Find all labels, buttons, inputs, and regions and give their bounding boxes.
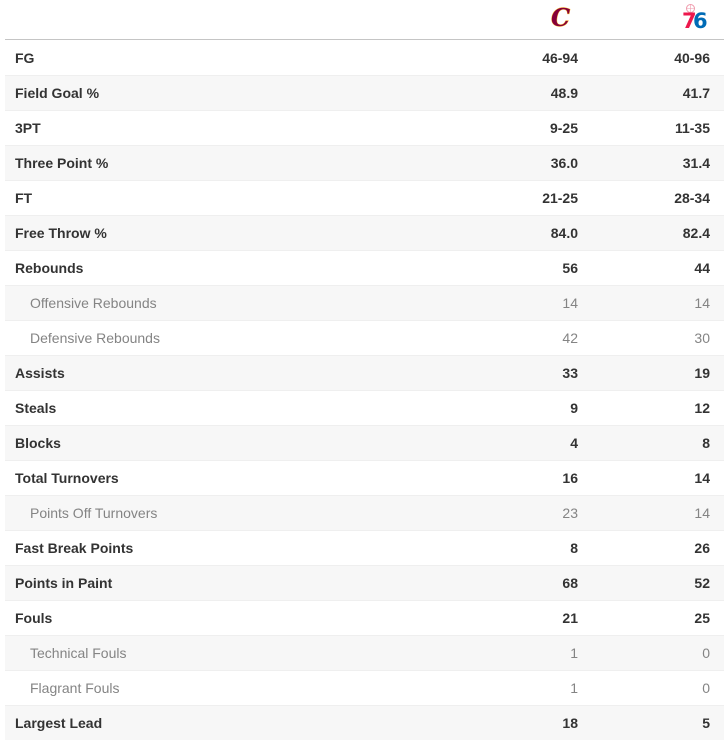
header-cell-76ers: [578, 3, 710, 36]
team-stats-table: [5, 0, 724, 740]
svg-text:7: 7: [682, 9, 697, 31]
stat-value-76ers: 44: [694, 260, 710, 276]
stat-value-76ers: 30: [694, 330, 710, 346]
stat-value-76ers: 0: [702, 680, 710, 696]
stat-value-76ers: 26: [694, 540, 710, 556]
stat-label: Fast Break Points: [15, 540, 134, 556]
stat-row: [5, 320, 724, 355]
stat-value-cavaliers: 8: [570, 540, 578, 556]
stat-label: Fouls: [15, 610, 53, 626]
stat-row: [5, 145, 724, 180]
stat-row: [5, 530, 724, 565]
stat-row: [5, 635, 724, 670]
stat-value-cavaliers: 68: [562, 575, 578, 591]
stat-row: [5, 40, 724, 75]
stat-value-76ers: 5: [702, 715, 710, 731]
stat-value-76ers: 0: [702, 645, 710, 661]
stat-value-cavaliers: 33: [562, 365, 578, 381]
stat-label: Defensive Rebounds: [30, 330, 160, 346]
stat-row: [5, 495, 724, 530]
stat-row: [5, 460, 724, 495]
cavaliers-logo-icon[interactable]: [549, 4, 573, 35]
stat-row: [5, 75, 724, 110]
stat-label: Field Goal %: [15, 85, 100, 101]
stat-value-cavaliers: 4: [570, 435, 578, 451]
stat-row: [5, 180, 724, 215]
stat-label: Three Point %: [15, 155, 109, 171]
stat-value-76ers: 52: [694, 575, 710, 591]
header-cell-cavaliers: [498, 4, 578, 35]
stat-row: [5, 250, 724, 285]
stat-row: [5, 565, 724, 600]
stat-label: Flagrant Fouls: [30, 680, 120, 696]
stat-value-cavaliers: 56: [562, 260, 578, 276]
stat-label: FT: [15, 190, 33, 206]
stat-value-cavaliers: 9-25: [549, 120, 578, 136]
stat-value-cavaliers: 9: [570, 400, 578, 416]
stat-value-cavaliers: 42: [562, 330, 578, 346]
stat-value-76ers: 14: [694, 295, 710, 311]
stat-label: Blocks: [15, 435, 61, 451]
stat-value-cavaliers: 1: [570, 680, 578, 696]
stat-value-76ers: 11-35: [674, 120, 710, 136]
stat-label: Offensive Rebounds: [30, 295, 157, 311]
stat-value-cavaliers: 14: [562, 295, 578, 311]
stat-value-cavaliers: 16: [562, 470, 578, 486]
stat-value-cavaliers: 21: [562, 610, 578, 626]
stat-row: [5, 670, 724, 705]
stat-label: Free Throw %: [15, 225, 107, 241]
stat-row: [5, 425, 724, 460]
stat-value-cavaliers: 36.0: [550, 155, 578, 171]
stat-value-cavaliers: 84.0: [550, 225, 578, 241]
stat-label: Points Off Turnovers: [30, 505, 158, 521]
stat-label: Steals: [15, 400, 57, 416]
stat-value-76ers: 19: [694, 365, 710, 381]
stat-row: [5, 705, 724, 740]
stat-value-76ers: 14: [694, 505, 710, 521]
stat-value-76ers: 82.4: [682, 225, 710, 241]
stats-table-body: [5, 40, 724, 740]
svg-text:C: C: [551, 4, 571, 30]
stat-label: Points in Paint: [15, 575, 113, 591]
stat-label: Assists: [15, 365, 65, 381]
stat-value-76ers: 41.7: [682, 85, 710, 101]
stat-value-76ers: 25: [694, 610, 710, 626]
stat-row: [5, 355, 724, 390]
stat-label: Technical Fouls: [30, 645, 127, 661]
stat-label: Largest Lead: [15, 715, 103, 731]
stat-label: 3PT: [15, 120, 41, 136]
stat-row: [5, 390, 724, 425]
stat-value-cavaliers: 1: [570, 645, 578, 661]
stat-value-76ers: 8: [702, 435, 710, 451]
stat-row: [5, 600, 724, 635]
stat-label: FG: [15, 49, 35, 66]
stat-value-cavaliers: 48.9: [550, 85, 578, 101]
stat-value-cavaliers: 46-94: [542, 49, 578, 66]
stat-row: [5, 285, 724, 320]
stat-value-cavaliers: 21-25: [542, 190, 578, 206]
stat-row: [5, 110, 724, 145]
svg-text:6: 6: [693, 9, 707, 31]
stat-value-cavaliers: 23: [562, 505, 578, 521]
stat-value-76ers: 12: [694, 400, 710, 416]
stat-value-76ers: 14: [694, 470, 710, 486]
stat-label: Total Turnovers: [15, 470, 119, 486]
stat-value-76ers: 31.4: [682, 155, 710, 171]
stat-value-76ers: 28-34: [674, 190, 710, 206]
stat-value-cavaliers: 18: [562, 715, 578, 731]
team-stats-header: [5, 0, 724, 40]
stat-value-76ers: 40-96: [674, 49, 710, 66]
stat-label: Rebounds: [15, 260, 84, 276]
stat-row: [5, 215, 724, 250]
76ers-logo-icon[interactable]: [681, 3, 707, 36]
